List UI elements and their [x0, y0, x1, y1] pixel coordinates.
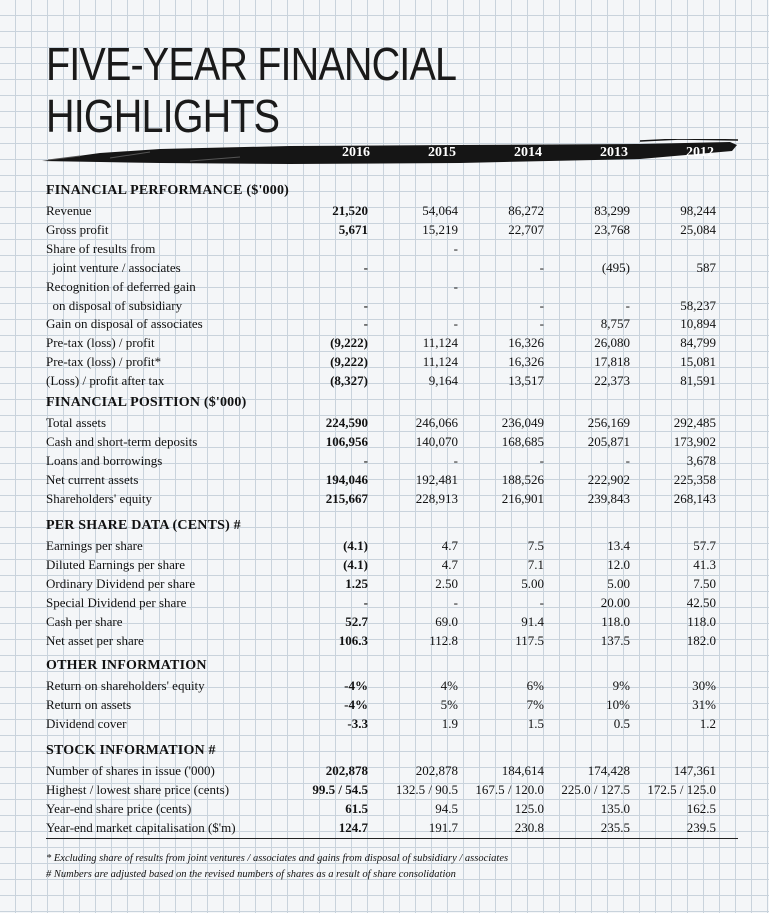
title-line-2: HIGHLIGHTS [46, 90, 280, 142]
value-cell-2012: 15,081 [680, 354, 716, 370]
value-cell-2015: 191.7 [428, 819, 458, 835]
row-label: joint venture / associates [46, 259, 181, 275]
row-label: Net current assets [46, 471, 139, 487]
value-cell-2012: 31% [692, 696, 716, 712]
value-cell-2016: - [363, 452, 368, 468]
value-cell-2016: -4% [344, 696, 368, 712]
value-cell-2014: 125.0 [514, 800, 544, 816]
value-cell-2013: - [625, 452, 630, 468]
table-row [46, 472, 718, 491]
value-cell-2015: 94.5 [435, 800, 458, 816]
value-cell-2016: (4.1) [343, 556, 368, 572]
table-row [46, 716, 718, 735]
value-cell-2012: 172.5 / 125.0 [647, 781, 716, 797]
value-cell-2014: 216,901 [501, 490, 544, 506]
table-row [46, 241, 718, 260]
value-cell-2016: -4% [344, 678, 368, 693]
value-cell-2016: 215,667 [325, 490, 368, 506]
value-cell-2013: 222,902 [587, 471, 630, 487]
value-cell-2013: 20.00 [600, 594, 630, 610]
value-cell-2015: 228,913 [415, 490, 458, 506]
value-cell-2015: 246,066 [415, 415, 458, 430]
value-cell-2016: - [363, 297, 368, 313]
value-cell-2014: 7% [526, 696, 544, 712]
value-cell-2015: 9,164 [428, 373, 458, 389]
value-cell-2014: 7.5 [527, 538, 544, 553]
value-cell-2014: 184,614 [501, 763, 544, 778]
value-cell-2015: 4% [440, 678, 458, 693]
value-cell-2013: 8,757 [600, 316, 630, 332]
value-cell-2016: (9,222) [330, 354, 368, 370]
value-cell-2012: 587 [696, 259, 716, 275]
brush-stroke-banner [40, 139, 738, 169]
value-cell-2014: 117.5 [515, 632, 544, 648]
section-heading: FINANCIAL PERFORMANCE ($'000) [46, 183, 290, 198]
value-cell-2015: 140,070 [415, 433, 458, 449]
value-cell-2012: 268,143 [673, 490, 716, 506]
table-bottom-rule [46, 838, 738, 839]
value-cell-2016: 194,046 [325, 471, 368, 487]
table-row [46, 298, 718, 317]
row-label: Recognition of deferred gain [46, 278, 196, 294]
value-cell-2014: 188,526 [501, 471, 544, 487]
value-cell-2015: - [453, 278, 458, 294]
row-label: Ordinary Dividend per share [46, 575, 196, 591]
value-cell-2013: 135.0 [600, 800, 630, 816]
value-cell-2016: 21,520 [332, 203, 368, 218]
value-cell-2016: -3.3 [347, 715, 368, 731]
row-label: Special Dividend per share [46, 594, 187, 610]
value-cell-2015: 112.8 [429, 632, 458, 648]
value-cell-2016: (4.1) [343, 538, 368, 553]
value-cell-2012: 7.50 [693, 575, 716, 591]
value-cell-2016: (9,222) [330, 335, 368, 351]
value-cell-2013: 137.5 [600, 632, 630, 648]
value-cell-2014: 168,685 [501, 433, 544, 449]
value-cell-2012: 25,084 [680, 221, 716, 237]
table-row [46, 434, 718, 453]
year-header-bar [40, 139, 738, 169]
value-cell-2016: 202,878 [325, 763, 368, 778]
value-cell-2014: 16,326 [508, 335, 544, 351]
row-label: Return on shareholders' equity [46, 678, 205, 693]
value-cell-2012: 41.3 [693, 556, 716, 572]
value-cell-2016: - [363, 259, 368, 275]
row-label: Loans and borrowings [46, 452, 163, 468]
row-label: Earnings per share [46, 538, 143, 553]
value-cell-2013: 256,169 [587, 415, 630, 430]
row-label: Pre-tax (loss) / profit* [46, 354, 162, 370]
row-label: Net asset per share [46, 632, 144, 648]
value-cell-2016: 61.5 [345, 800, 368, 816]
row-label: Pre-tax (loss) / profit [46, 335, 155, 351]
row-label: on disposal of subsidiary [46, 297, 183, 313]
value-cell-2014: - [539, 259, 544, 275]
row-label: Cash per share [46, 613, 123, 629]
value-cell-2012: 162.5 [686, 800, 716, 816]
value-cell-2012: 10,894 [680, 316, 716, 332]
row-label: Diluted Earnings per share [46, 556, 185, 572]
value-cell-2012: 58,237 [680, 297, 716, 313]
value-cell-2014: - [539, 452, 544, 468]
value-cell-2015: - [453, 316, 458, 332]
row-label: Dividend cover [46, 715, 127, 731]
value-cell-2015: - [453, 240, 458, 256]
value-cell-2015: 132.5 / 90.5 [395, 781, 458, 797]
table-row [46, 491, 718, 510]
table-row [46, 415, 718, 434]
value-cell-2012: 81,591 [680, 373, 716, 389]
row-label: Gain on disposal of associates [46, 316, 203, 332]
value-cell-2014: 16,326 [508, 354, 544, 370]
section-heading: PER SHARE DATA (CENTS) # [46, 518, 241, 533]
row-label: Year-end share price (cents) [46, 800, 192, 816]
value-cell-2013: 13.4 [607, 538, 630, 553]
row-label: Year-end market capitalisation ($'m) [46, 819, 236, 835]
table-row [46, 373, 718, 392]
value-cell-2012: 118.0 [687, 613, 716, 629]
value-cell-2015: 54,064 [422, 203, 458, 218]
value-cell-2012: 3,678 [686, 452, 716, 468]
value-cell-2012: 147,361 [673, 763, 716, 778]
value-cell-2013: 118.0 [601, 613, 630, 629]
year-2013: 2013 [600, 145, 628, 160]
value-cell-2012: 42.50 [686, 594, 716, 610]
value-cell-2013: 23,768 [594, 221, 630, 237]
table-row [46, 763, 718, 782]
value-cell-2014: 86,272 [508, 203, 544, 218]
row-label: Gross profit [46, 221, 109, 237]
value-cell-2013: 5.00 [607, 575, 630, 591]
value-cell-2013: - [625, 297, 630, 313]
table-row [46, 453, 718, 472]
table-row [46, 222, 718, 241]
value-cell-2012: 225,358 [673, 471, 716, 487]
value-cell-2016: 1.25 [345, 575, 368, 591]
value-cell-2013: 205,871 [587, 433, 630, 449]
table-row [46, 782, 718, 801]
value-cell-2012: 173,902 [673, 433, 716, 449]
value-cell-2013: 239,843 [587, 490, 630, 506]
year-2014: 2014 [514, 145, 542, 160]
table-row [46, 678, 718, 697]
value-cell-2014: 13,517 [508, 373, 544, 389]
value-cell-2016: - [363, 316, 368, 332]
value-cell-2015: 202,878 [415, 763, 458, 778]
value-cell-2013: (495) [601, 259, 630, 275]
page-title [46, 38, 456, 142]
value-cell-2012: 98,244 [680, 203, 716, 218]
row-label: Share of results from [46, 240, 156, 256]
table-row [46, 697, 718, 716]
value-cell-2015: 1.9 [441, 715, 458, 731]
value-cell-2014: 167.5 / 120.0 [475, 781, 544, 797]
value-cell-2016: 224,590 [325, 415, 368, 430]
year-2015: 2015 [428, 145, 456, 160]
table-row [46, 203, 718, 222]
value-cell-2015: - [453, 594, 458, 610]
row-label: Return on assets [46, 696, 132, 712]
value-cell-2016: 5,671 [338, 221, 368, 237]
row-label: Revenue [46, 203, 92, 218]
title-line-1: FIVE-YEAR FINANCIAL [46, 38, 457, 90]
value-cell-2015: 5% [440, 696, 458, 712]
value-cell-2016: 52.7 [345, 613, 368, 629]
value-cell-2012: 239.5 [686, 819, 716, 835]
value-cell-2015: 2.50 [435, 575, 458, 591]
value-cell-2013: 10% [606, 696, 630, 712]
value-cell-2012: 292,485 [673, 415, 716, 430]
table-row [46, 538, 718, 557]
section-heading: FINANCIAL POSITION ($'000) [46, 395, 247, 410]
table-row [46, 595, 718, 614]
table-row [46, 279, 718, 298]
value-cell-2016: 99.5 / 54.5 [312, 781, 368, 797]
value-cell-2014: 7.1 [527, 556, 544, 572]
value-cell-2015: 192,481 [415, 471, 458, 487]
table-row [46, 260, 718, 279]
year-2016: 2016 [342, 145, 370, 160]
value-cell-2014: - [539, 297, 544, 313]
value-cell-2012: 30% [692, 678, 716, 693]
value-cell-2013: 83,299 [594, 203, 630, 218]
value-cell-2016: 106.3 [338, 632, 368, 648]
table-row [46, 354, 718, 373]
row-label: Number of shares in issue ('000) [46, 763, 215, 778]
table-row [46, 335, 718, 354]
value-cell-2014: 5.00 [521, 575, 544, 591]
table-row [46, 576, 718, 595]
value-cell-2013: 235.5 [600, 819, 630, 835]
value-cell-2014: 230.8 [514, 819, 544, 835]
value-cell-2012: 84,799 [680, 335, 716, 351]
table-row [46, 801, 718, 820]
value-cell-2013: 17,818 [594, 354, 630, 370]
table-row [46, 633, 718, 652]
footnote-asterisk: * Excluding share of results from joint ventures / associates and gains from disposal of subsidiary / associates [46, 853, 509, 864]
row-label: Total assets [46, 415, 107, 430]
value-cell-2016: 124.7 [338, 819, 368, 835]
table-row [46, 316, 718, 335]
value-cell-2013: 9% [612, 678, 630, 693]
value-cell-2013: 174,428 [587, 763, 630, 778]
value-cell-2013: 26,080 [594, 335, 630, 351]
value-cell-2014: 22,707 [508, 221, 544, 237]
value-cell-2014: 6% [526, 678, 544, 693]
value-cell-2012: 57.7 [693, 538, 716, 553]
value-cell-2012: 182.0 [686, 632, 716, 648]
value-cell-2015: 11,124 [422, 354, 458, 370]
value-cell-2014: 1.5 [527, 715, 544, 731]
table-row [46, 557, 718, 576]
value-cell-2014: 236,049 [501, 415, 544, 430]
year-2012: 2012 [686, 145, 714, 160]
value-cell-2015: 4.7 [441, 556, 458, 572]
value-cell-2015: 69.0 [435, 613, 458, 629]
section-heading: OTHER INFORMATION [46, 658, 207, 673]
value-cell-2015: 15,219 [422, 221, 458, 237]
footnote-hash: # Numbers are adjusted based on the revised numbers of shares as a result of share consolidation [46, 869, 456, 880]
value-cell-2015: - [453, 452, 458, 468]
value-cell-2014: - [539, 316, 544, 332]
value-cell-2014: - [539, 594, 544, 610]
row-label: Shareholders' equity [46, 490, 152, 506]
value-cell-2013: 12.0 [607, 556, 630, 572]
value-cell-2012: 1.2 [699, 715, 716, 731]
value-cell-2013: 0.5 [613, 715, 630, 731]
row-label: Highest / lowest share price (cents) [46, 781, 230, 797]
value-cell-2016: 106,956 [325, 433, 368, 449]
value-cell-2013: 225.0 / 127.5 [561, 781, 630, 797]
section-heading: STOCK INFORMATION # [46, 743, 216, 758]
table-row [46, 820, 718, 839]
value-cell-2015: 4.7 [441, 538, 458, 553]
value-cell-2013: 22,373 [594, 373, 630, 389]
table-row [46, 614, 718, 633]
row-label: (Loss) / profit after tax [46, 373, 165, 389]
value-cell-2016: (8,327) [330, 373, 368, 389]
value-cell-2014: 91.4 [521, 613, 544, 629]
value-cell-2016: - [363, 594, 368, 610]
value-cell-2015: 11,124 [422, 335, 458, 351]
row-label: Cash and short-term deposits [46, 433, 198, 449]
